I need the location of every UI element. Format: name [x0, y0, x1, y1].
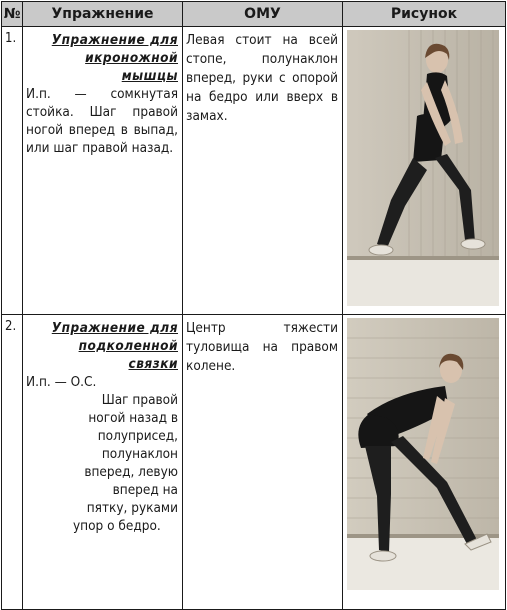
header-num: №	[2, 2, 23, 27]
header-exercise: Упражнение	[23, 2, 183, 27]
ip-label: И.п. — О.С.	[26, 374, 97, 390]
exercise-table	[1, 1, 506, 610]
exercise-cell	[23, 27, 183, 315]
table-header-row	[2, 2, 506, 27]
woman-calf-stretch-photo	[347, 30, 499, 306]
omu-cell: Центр тяжести туловища на правом колене.	[183, 315, 343, 610]
exercise-description	[26, 85, 178, 157]
woman-hamstring-stretch-photo	[347, 318, 499, 590]
figure-cell	[343, 315, 506, 610]
row-number: 1.	[2, 27, 23, 315]
exercise-title: Упражнение для подколенной связки	[51, 320, 178, 372]
header-figure: Рисунок	[343, 2, 506, 27]
omu-cell: Левая стоит на всей стопе, полунаклон вперед, руки с опорой на бедро или вверх в замах.	[183, 27, 343, 315]
ip-text: сомкнутая стойка. Шаг правой ногой вперед в выпад, или шаг правой назад.	[26, 86, 179, 156]
exercise-description: Шаг правой ногой назад в полуприсед, полунаклон вперед, левую вперед на пятку, руками упор о бедро.	[73, 392, 178, 534]
table-row	[2, 27, 506, 315]
ip-label: И.п. —	[26, 86, 87, 102]
exercise-cell	[23, 315, 183, 610]
exercise-title: Упражнение для икроножной мышцы	[51, 32, 178, 84]
figure-cell	[343, 27, 506, 315]
table-row	[2, 315, 506, 610]
header-omu: ОМУ	[183, 2, 343, 27]
row-number: 2.	[2, 315, 23, 610]
